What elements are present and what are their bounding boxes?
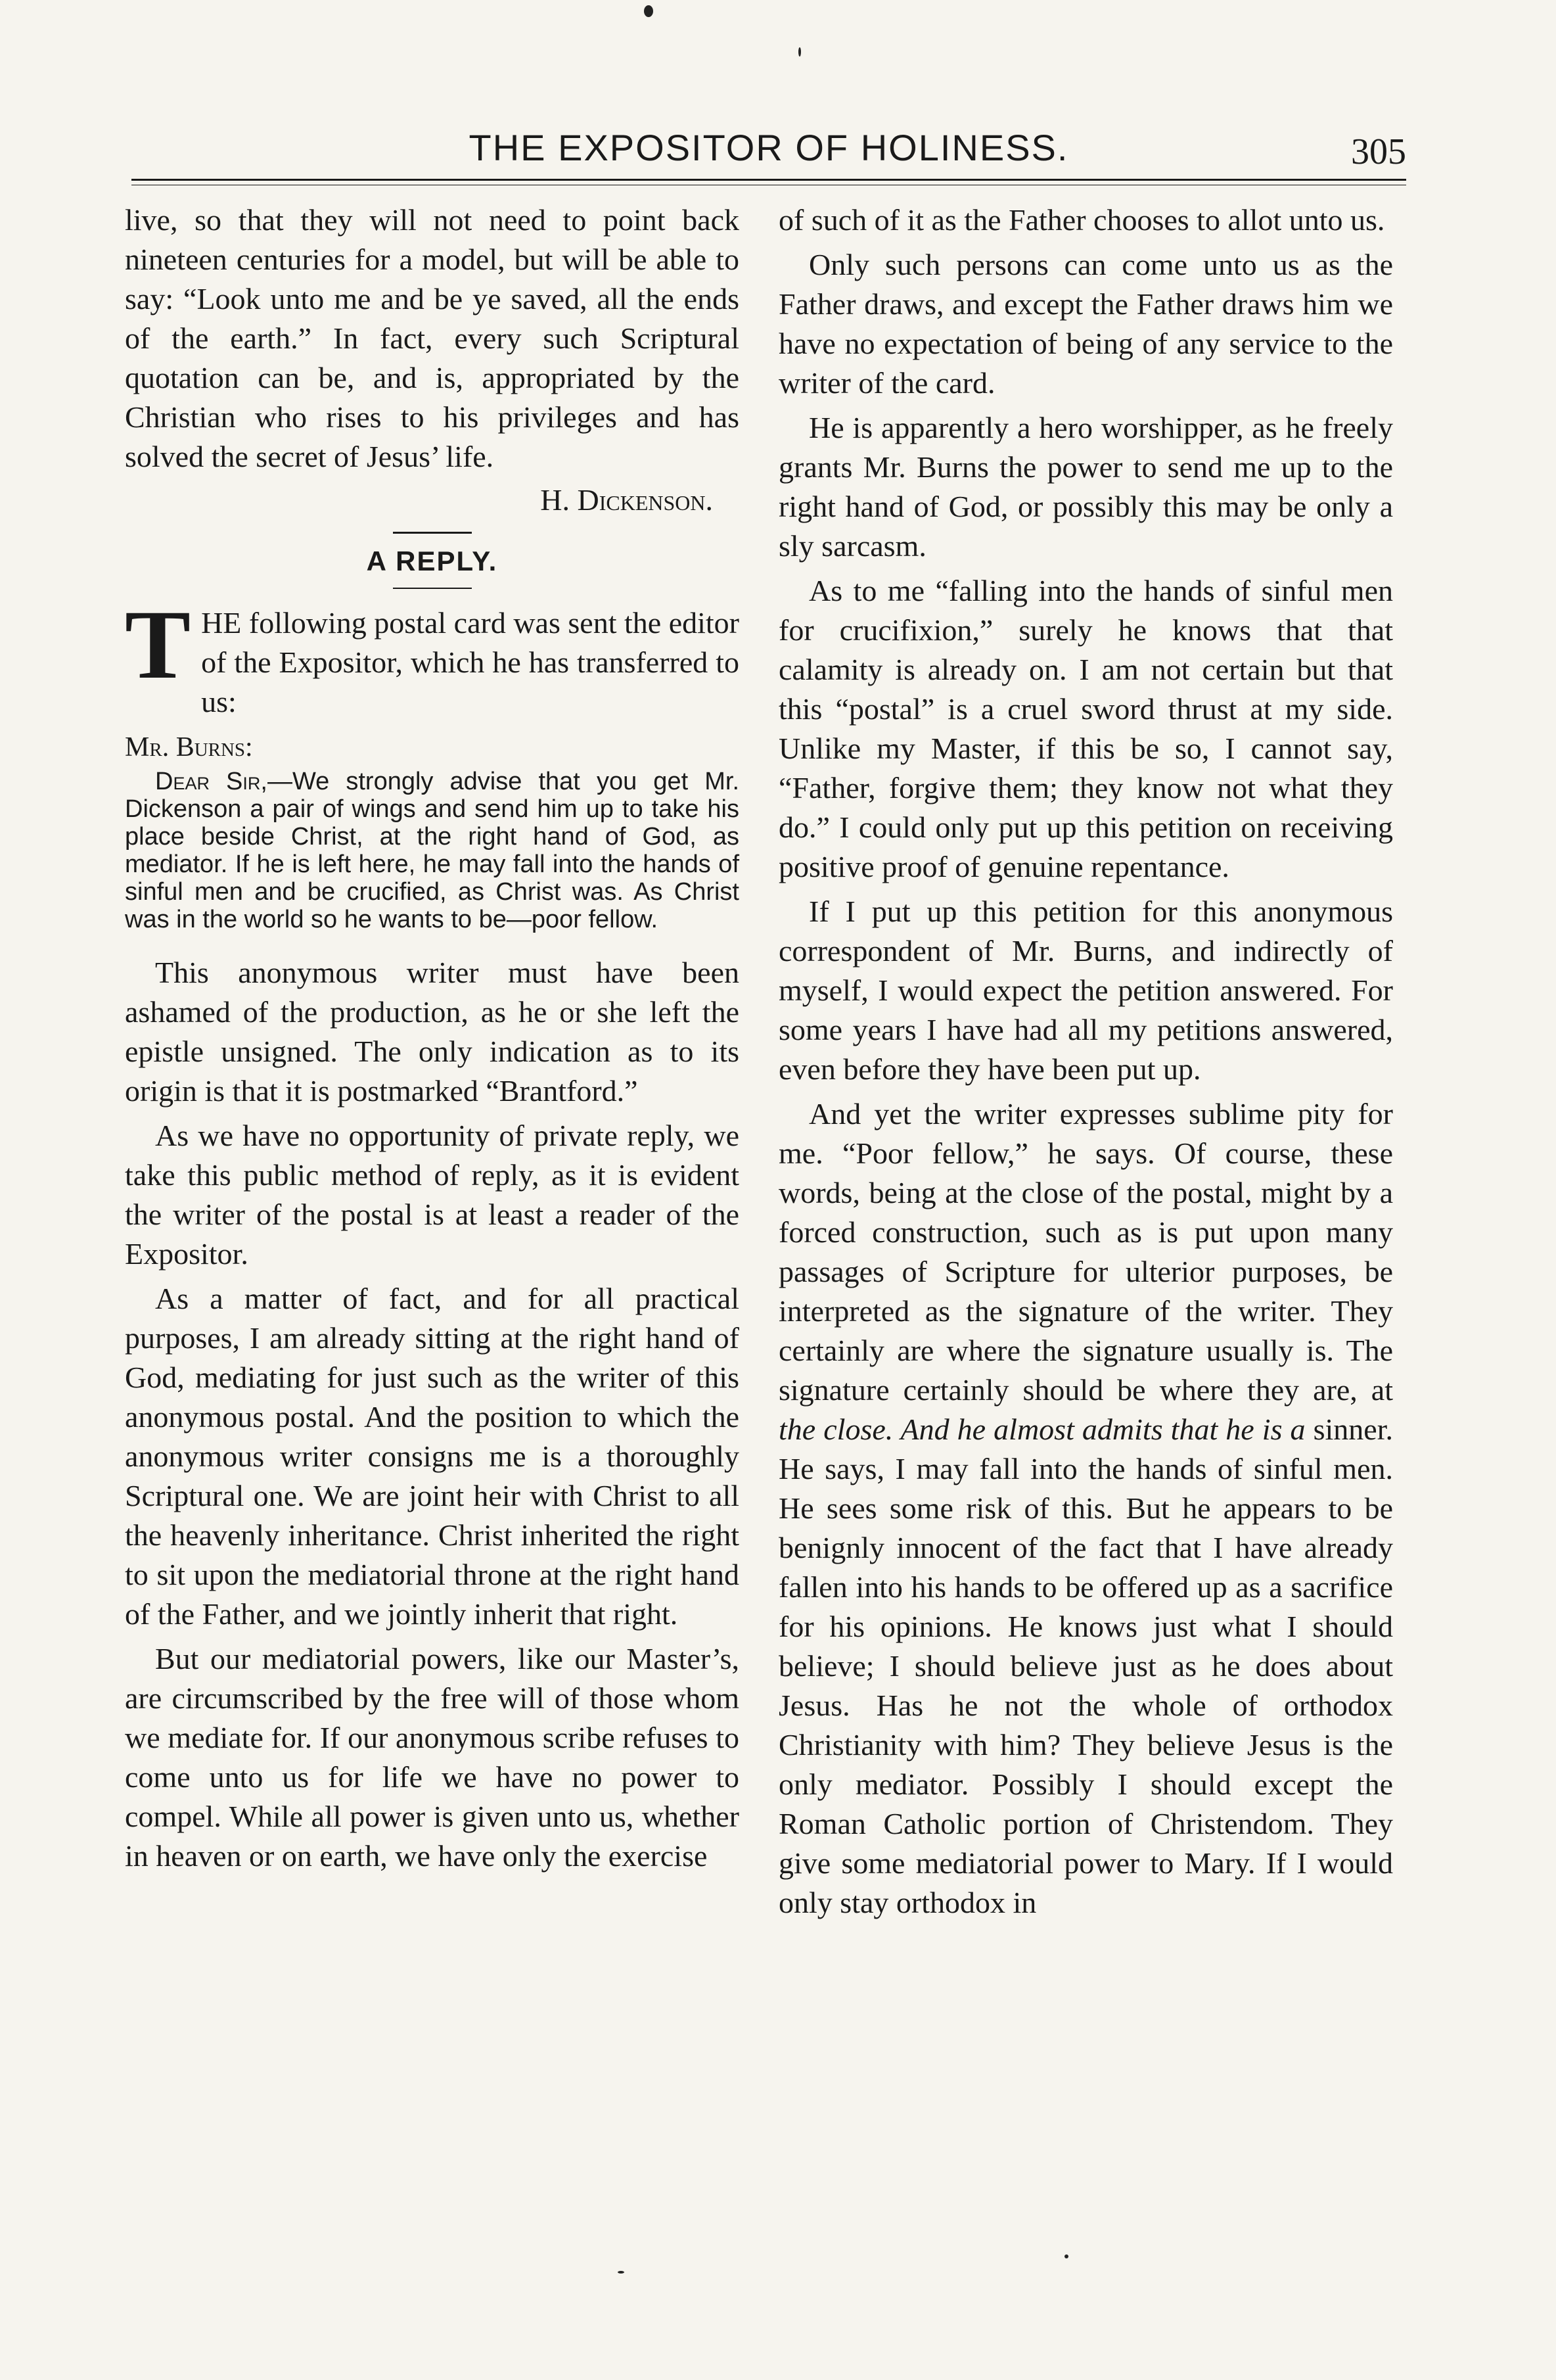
right-column — [779, 200, 1393, 1923]
paragraph: This anonymous writer must have been ashamed of the production, as he or she left the epistle unsigned. The only indication as to its origin is that it is postmarked “Brantford.” — [125, 956, 739, 1108]
left-column — [125, 200, 739, 1876]
italic-text: the close. And he almost admits that he is a — [779, 1412, 1306, 1446]
section-divider — [393, 532, 472, 534]
drop-cap: T — [125, 590, 191, 699]
print-speck — [798, 47, 801, 57]
author-signature: H. Dickenson. — [540, 483, 713, 517]
card-greeting: Dear Sir, — [155, 768, 267, 795]
card-addressee: Mr. Burns: — [125, 732, 253, 762]
paragraph: He is apparently a hero worshipper, as he freely grants Mr. Burns the power to send me up to the right hand of God, or possibly this may be only a sly sarcasm. — [779, 411, 1393, 563]
paragraph-text: And yet the writer expresses sublime pity for me. “Poor fellow,” he says. Of course, these words, being at the close of the postal, might by a forced construction, such as is put upon many passages of Scripture for ulterior purposes, be interpreted as the signature of the writer. They certainly are where the signature usually is. The signature certainly should be where they are, at — [779, 1097, 1393, 1407]
print-speck — [618, 2271, 624, 2274]
paragraph: If I put up this petition for this anonymous correspondent of Mr. Burns, and indirectly of myself, I would expect the petition answered. For some years I have had all my petitions answered, even before they have been put up. — [779, 895, 1393, 1086]
title-underline — [393, 588, 472, 589]
intro-paragraph — [125, 590, 739, 722]
card-body — [125, 768, 739, 933]
paragraph — [779, 1094, 1393, 1923]
journal-title: THE EXPOSITOR OF HOLINESS. — [469, 127, 1069, 168]
header-rule — [131, 179, 1406, 185]
page-number: 305 — [1351, 131, 1406, 172]
paragraph: As a matter of fact, and for all practical purposes, I am already sitting at the right hand of God, mediating for just such as the writer of this anonymous postal. And the position to which the anonymous writer consigns me is a thoroughly Scriptural one. We are joint heir with Christ to all the heavenly inheritance. Christ inherited the right to sit upon the mediatorial throne at the right hand of the Father, and we jointly inherit that right. — [125, 1282, 739, 1631]
paragraph: of such of it as the Father chooses to allot unto us. — [779, 203, 1385, 237]
section-title: A REPLY. — [366, 546, 498, 576]
paragraph-text: sinner. He says, I may fall into the hands of sinful men. He sees some risk of this. But he appears to be benignly innocent of the fact that I have already fallen into his hands to be offered up as a sacrifice for his opinions. He knows just what I should believe; I should believe just as he does about Jesus. Has he not the whole of orthodox Christianity with him? They believe Jesus is the only mediator. Possibly I should except the Roman Catholic portion of Christendom. They give some mediatorial power to Mary. If I would only stay orthodox in — [779, 1412, 1394, 1919]
card-text: —We strongly advise that you get Mr. Dickenson a pair of wings and send him up to take his place beside Christ, at the right hand of God, as mediator. If he is left here, he may fall into the hands of sinful men and be crucified, as Christ was. As Christ was in the world so he wants to be—poor fellow. — [125, 768, 740, 933]
paragraph: live, so that they will not need to point back nineteen centuries for a model, but will be able to say: “Look unto me and be ye saved, all the ends of the earth.” In fact, every such Scriptural quotation can be, and is, appropriated by the Christian who rises to his privileges and has solved the secret of Jesus’ life. — [125, 203, 739, 473]
postal-card-quote — [125, 734, 739, 933]
paragraph: But our mediatorial powers, like our Master’s, are circumscribed by the free will of those whom we mediate for. If our anonymous scribe refuses to come unto us for life we have no power to compel. While all power is given unto us, whether in heaven or on earth, we have only the exercise — [125, 1642, 739, 1873]
paragraph: Only such persons can come unto us as the Father draws, and except the Father draws him we have no expectation of being of any service to the writer of the card. — [779, 248, 1393, 400]
print-speck — [644, 5, 653, 17]
paragraph: As to me “falling into the hands of sinful men for crucifixion,” surely he knows that that calamity is already on. I am not certain but that this “postal” is a cruel sword thrust at my side. Unlike my Master, if this be so, I cannot say, “Father, forgive them; they know not what they do.” I could only put up this petition on receiving positive proof of genuine repentance. — [779, 574, 1393, 883]
intro-text: HE following postal card was sent the editor of the Expositor, which he has transferred to us: — [201, 606, 739, 718]
print-speck — [1064, 2254, 1068, 2258]
running-head — [131, 125, 1406, 184]
paragraph: As we have no opportunity of private reply, we take this public method of reply, as it is evident the writer of the postal is at least a reader of the Expositor. — [125, 1119, 739, 1271]
